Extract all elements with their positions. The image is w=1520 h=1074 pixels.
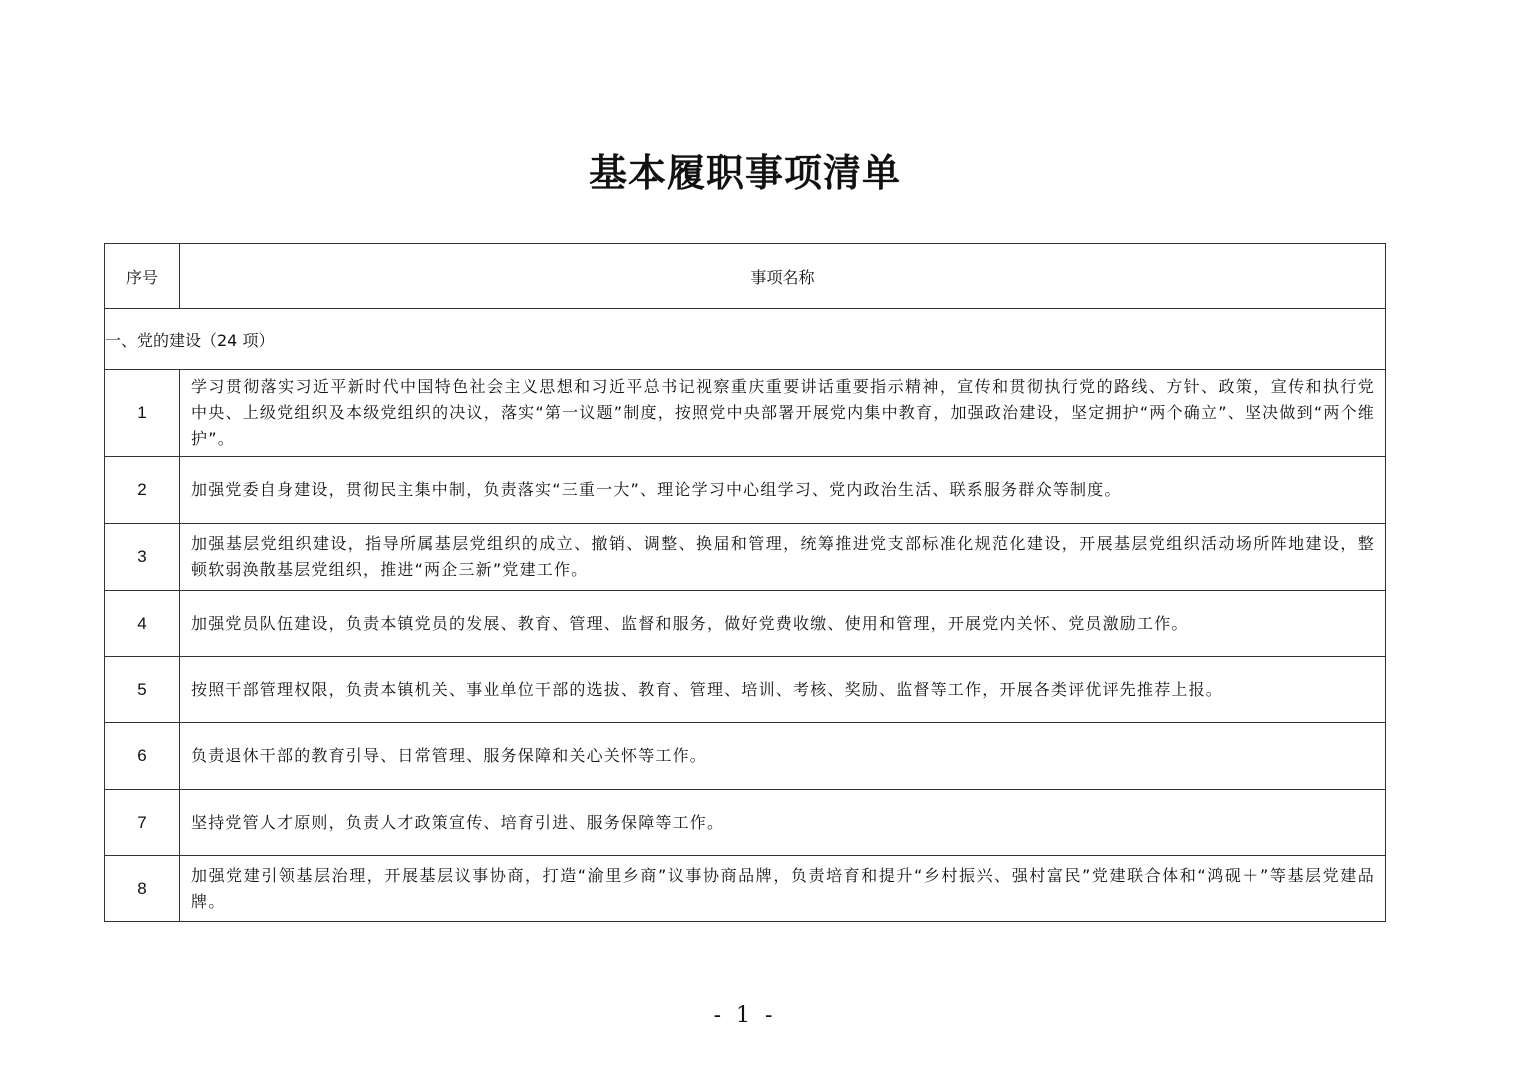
table-header-row bbox=[105, 244, 1386, 309]
table-row bbox=[105, 723, 1386, 790]
section-row bbox=[105, 309, 1386, 370]
table-row bbox=[105, 370, 1386, 457]
row-item-name: 坚持党管人才原则，负责人才政策宣传、培育引进、服务保障等工作。 bbox=[180, 790, 1386, 856]
table-row bbox=[105, 457, 1386, 524]
row-number: 8 bbox=[105, 856, 180, 922]
section-title: 一、党的建设（24 项） bbox=[105, 309, 1386, 370]
duty-items-table bbox=[104, 243, 1386, 922]
row-number: 6 bbox=[105, 723, 180, 790]
row-item-name: 加强基层党组织建设，指导所属基层党组织的成立、撤销、调整、换届和管理，统筹推进党支部标准化规范化建设，开展基层党组织活动场所阵地建设，整顿软弱涣散基层党组织，推进“两企三新”党建工作。 bbox=[180, 524, 1386, 591]
row-number: 1 bbox=[105, 370, 180, 457]
row-number: 5 bbox=[105, 657, 180, 723]
row-item-name: 加强党委自身建设，贯彻民主集中制，负责落实“三重一大”、理论学习中心组学习、党内政治生活、联系服务群众等制度。 bbox=[180, 457, 1386, 524]
row-item-name: 学习贯彻落实习近平新时代中国特色社会主义思想和习近平总书记视察重庆重要讲话重要指示精神，宣传和贯彻执行党的路线、方针、政策，宣传和执行党中央、上级党组织及本级党组织的决议，落实“第一议题”制度，按照党中央部署开展党内集中教育，加强政治建设，坚定拥护“两个确立”、坚决做到“两个维护”。 bbox=[180, 370, 1386, 457]
document-title: 基本履职事项清单 bbox=[588, 150, 901, 195]
table-row bbox=[105, 657, 1386, 723]
row-number: 3 bbox=[105, 524, 180, 591]
page-number: - 1 - bbox=[713, 1003, 777, 1028]
row-item-name: 加强党员队伍建设，负责本镇党员的发展、教育、管理、监督和服务，做好党费收缴、使用和管理，开展党内关怀、党员激励工作。 bbox=[180, 591, 1386, 657]
row-number: 2 bbox=[105, 457, 180, 524]
header-serial-number: 序号 bbox=[105, 244, 180, 309]
row-item-name: 加强党建引领基层治理，开展基层议事协商，打造“渝里乡商”议事协商品牌，负责培育和提升“乡村振兴、强村富民”党建联合体和“鸿砚＋”等基层党建品牌。 bbox=[180, 856, 1386, 922]
row-item-name: 负责退休干部的教育引导、日常管理、服务保障和关心关怀等工作。 bbox=[180, 723, 1386, 790]
row-number: 4 bbox=[105, 591, 180, 657]
table-row bbox=[105, 790, 1386, 856]
header-item-name: 事项名称 bbox=[180, 244, 1386, 309]
table-row bbox=[105, 856, 1386, 922]
row-number: 7 bbox=[105, 790, 180, 856]
row-item-name: 按照干部管理权限，负责本镇机关、事业单位干部的选拔、教育、管理、培训、考核、奖励、监督等工作，开展各类评优评先推荐上报。 bbox=[180, 657, 1386, 723]
table-row bbox=[105, 524, 1386, 591]
table-row bbox=[105, 591, 1386, 657]
